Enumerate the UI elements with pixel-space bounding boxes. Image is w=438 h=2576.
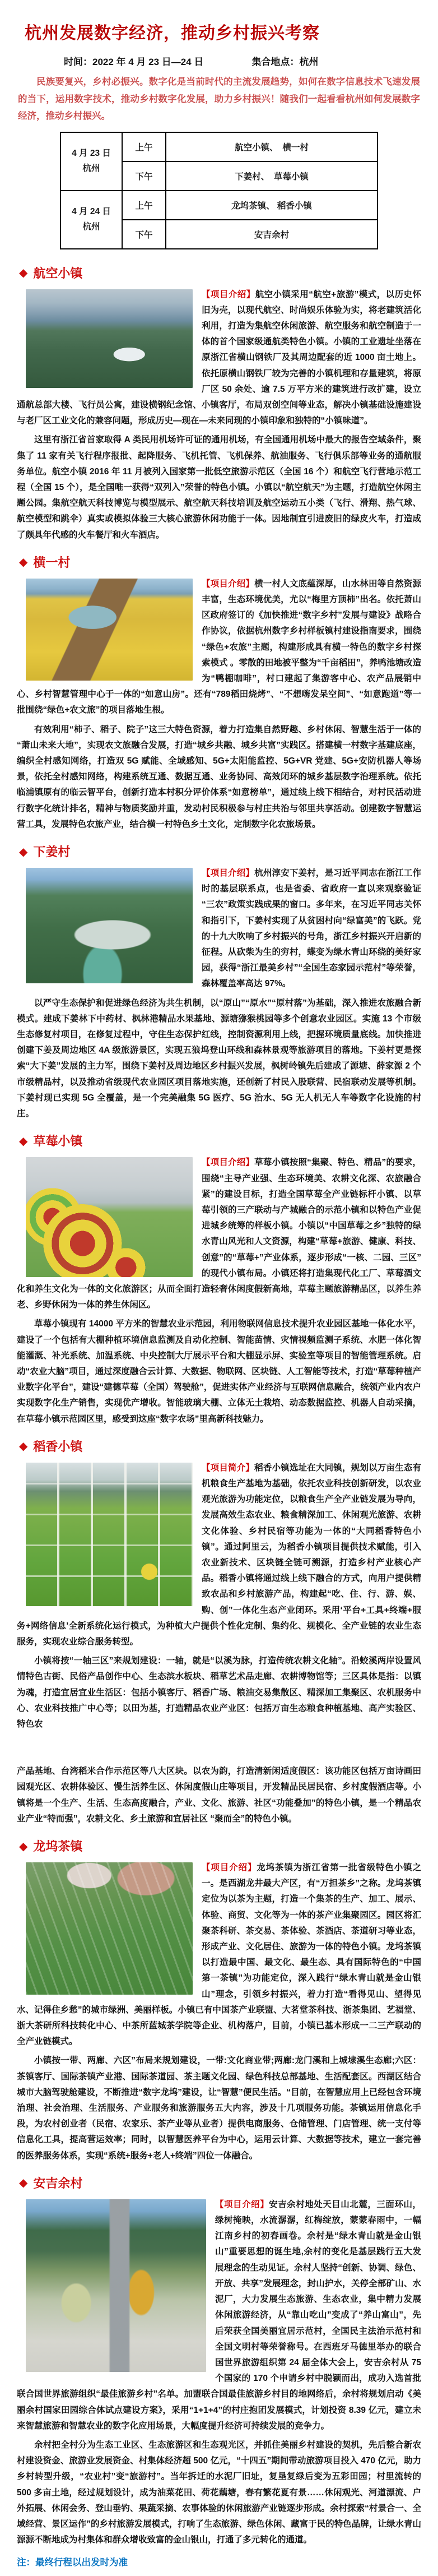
section-hengyi-village [17, 553, 421, 834]
section-body [17, 1460, 421, 1828]
section-heading [19, 2174, 421, 2191]
section-daoxiang-town [17, 1437, 421, 1828]
project-label: 【项目介绍】 [215, 2199, 269, 2209]
section-strawberry-town [17, 1132, 421, 1428]
section-title: 草莓小镇 [33, 1134, 83, 1149]
section-title: 龙坞茶镇 [33, 1839, 83, 1854]
schedule-date: 4 月 24 日 [72, 207, 111, 217]
strawberry-town-photo [26, 1157, 193, 1277]
section-body [17, 287, 421, 544]
section-longwu-tea-town [17, 1837, 421, 2165]
section-title: 稻香小镇 [33, 1439, 83, 1454]
section-title: 航空小镇 [33, 266, 83, 281]
lead-text: 杭州淳安下姜村，是习近平同志在浙江工作时的基层联系点，也是省委、省政府一直以来观察验证“三农”政策实践成果的窗口。多年来，在习近平同志关怀和指引下，下姜村实现了从贫困村向“绿富美”的飞跃。党的十九大吹响了乡村振兴的号角，浙江乡村振兴开启新的征程。从砍柴为生的穷村，蝶变为绿水青山环绕的美好家园，获得“浙江最美乡村”“全国生态家园示范村”等荣誉，森林覆盖率高达 97%。 [202, 868, 421, 989]
schedule-period-cell: 上午 [122, 132, 166, 161]
lead-text: 草莓小镇按照“集聚、特色、精品”的要求，围绕“主导产业强、生态环境美、农耕文化深、农旅融合紧”的建设目标，打造全国草莓全产业链标杆小镇、以草莓引领的三产联动与产城融合的示范小镇和以特色产业促进城乡统筹的样板小镇。小镇以“中国草莓之乡”独特的绿水青山风光和人文资源，构建“草莓+旅游、健康、科技、创意”的“草莓+”产业体系，逐步形成“一核、二园、三区”的现代小镇布局。小镇还将打造集现代化工厂、草莓酒文化和养生文化为一体的文化旅游区；从而全面打造轻奢休闲度假新高地，草莓主题旅游精品区，以养生养老、乡野休闲为一体的养生休闲区。 [17, 1158, 421, 1310]
section-title: 下姜村 [33, 845, 71, 860]
schedule-city: 杭州 [82, 163, 100, 173]
body-paragraph: 有效利用“柿子、稻子、院子”这三大特色资源，着力打造集自然野趣、乡村休闲、智慧生活于一体的“萧山未来大地”，实现农文旅融合发展，打造“城乡共融、城乡共富”实践区。搭建横一村数字基建底座，编织全村感知网络，打造双 5G 赋能、全域感知、5G+太阳能监控、5G+VR 党建、5G+安防机器人等场景，依托全村感知网络，构建系统互通、数据互通、业务协同、高效闭环的城乡基层数字治理系统。依托临浦镇原有的临云智平台，创新打造本村积分评价体系“如意榜单”，通过线上线下相结合，对村民活动进行数字化统计排名，精神与物质奖励并重，发动村民积极参与村庄共治与邻里共享活动。创建数字智慧运营工具，发展特色农旅产业，结合横一村特色乡土文化，定制数字化农旅场景。 [17, 724, 421, 829]
table-row [60, 132, 378, 161]
hengyi-village-photo [26, 579, 193, 681]
lead-text: 航空小镇采用“航空+旅游”模式，以历史怀旧为壳，以现代航空、时尚娱乐体验为实，将老建筑活化利用，打造为集航空休闲旅游、航空服务和航空制造于一体的首个国家级通航类特色小镇。小镇的工业遗址坐落在原浙江省横山钢铁厂及其周边配套的近 1000 亩土地上。依托原横山钢铁厂较为完善的小镇机理和存量建筑，将原厂区 50 余处、逾 7.5 万平方米的建筑进行改扩建，设立通航总部大楼、飞行员公寓，建设横钢纪念馆、小镇客厅，布局双创空间等业态，解决小镇基础设施建设与老厂区工业文化的兼容问题，形成历史—现在—未来同现的小镇印象和独特的“小镇味道”。 [17, 289, 421, 426]
section-body [17, 866, 421, 1123]
schedule-day-cell [60, 191, 122, 249]
schedule-period-cell: 下午 [122, 220, 166, 249]
table-row [60, 191, 378, 220]
section-heading [19, 843, 421, 860]
longwu-tea-town-photo [26, 1862, 193, 1995]
schedule-content-cell: 航空小镇、 横一村 [166, 132, 378, 161]
diamond-bullet-icon: ◆ [19, 1134, 28, 1148]
body-paragraph: 这里有浙江省首家取得 A 类民用机场许可证的通用机场，有全国通用机场中最大的报告空域条件，聚集了 11 家有关飞行程序报批、起降服务、飞机托管、飞机保养、航油服务、飞行俱乐部等业务的通航服务单位。航空小镇 2016 年 11 月被列入国家第一批低空旅游示范区（全国 16 个）和航空飞行营地示范工程（全国 15 个），是全国唯一获得“双列入”荣誉的特色小镇。小镇以“航空航天”为主题，打造航空休闲主题公园。集航空航天科技博览与模型展示、航空航天科技培训及航空运动五小类（飞行、滑翔、热气球、航空模型和跳伞）真实或模拟体验三大核心旅游休闲功能于一体。因地制宜引进废旧的绿皮火车，打造成了颇具年代感的火车餐厅和火车酒店。 [17, 435, 421, 540]
daoxiang-town-photo [26, 1463, 193, 1606]
schedule-content-cell: 龙坞茶镇、 稻香小镇 [166, 191, 378, 220]
project-label: 【项目介绍】 [202, 579, 255, 589]
schedule-period-cell: 上午 [122, 191, 166, 220]
project-label: 【项目介绍】 [202, 868, 255, 878]
section-body [17, 576, 421, 834]
diamond-bullet-icon: ◆ [19, 2176, 28, 2190]
section-heading [19, 264, 421, 281]
aviation-town-photo [26, 289, 193, 388]
xiajiang-village-photo [26, 868, 193, 983]
page-title: 杭州发展数字经济，推动乡村振兴考察 [25, 24, 320, 43]
section-title: 安吉余村 [33, 2176, 83, 2191]
body-paragraph: 小镇将按“一轴三区”来规划建设：一轴，就是“以溪为脉，打造传统农耕文化轴”。沿蛟溪两岸设置风情特色古街、民俗产品创作中心、生态滨水板块、稻草艺术品走廊、农耕博物馆等；三区具体是指：以镇为魂，打造宜居宜业生活区：包括小镇客厅、稻香广场、粮油交易集散区、精深加工集聚区、农机服务中心、农业科技推广中心等；以田为基，打造精品农业产业区：包括万亩生态粮食种植基地、高产实验区、特色农 [17, 1656, 421, 1729]
section-xiajiang-village [17, 843, 421, 1123]
section-heading [19, 1132, 421, 1149]
section-anji-yucun [17, 2174, 421, 2549]
diamond-bullet-icon: ◆ [19, 555, 28, 569]
section-aviation-town [17, 264, 421, 544]
meta-line [64, 54, 421, 68]
schedule-date: 4 月 23 日 [72, 149, 111, 159]
schedule-day-cell [60, 132, 122, 191]
project-label: 【项目介绍】 [202, 1158, 255, 1168]
section-body [17, 1860, 421, 2165]
meta-place: 集合地点：杭州 [251, 57, 319, 67]
section-title: 横一村 [33, 555, 71, 570]
body-paragraph: 以严守生态保护和促进绿色经济为共生机制，以“原山”“原水”“原村落”为基础，深入推进农旅融合新模式。建成下姜林下中药材、枫林港精品水果基地、源塘猕猴桃园等多个创意农业园区。实施 13 个市级生态修复村项目，在修复过程中，守住生态保护红线，控制资源利用上线，把握环境质量底线。加快推进创建下姜及周边地区 4A 级旅游景区，实现五狼坞登山环线和森林景观等旅游项目的落地。下姜村更是探索“大下姜”发展的主力军，围绕下姜村及周边地区乡村振兴发展，枫树岭镇先后建成了源塘、薛家源 2 个市级精品村，以及推动省级现代农业园区项目落地实施，还创新了村民入股联营、民宿联动发展等机制。下姜村现已实现 5G 全覆盖，是一个完美融集 5G 医疗、5G 治水、5G 无人机无人车等数字化设施的村庄。 [17, 998, 421, 1119]
section-body [17, 2197, 421, 2549]
schedule-city: 杭州 [82, 221, 100, 232]
lead-text: 龙坞茶镇为浙江省第一批省级特色小镇之一。是西湖龙井最大产区，有“万担茶乡”之称。龙坞茶镇定位为以茶为主题，打造一个集茶的生产、加工、展示、体验、商贸、文化等为一体的茶产业集聚园区。园区将汇聚茶科研、茶交易、茶体验、茶酒店、茶道研习等业态，形成产业、文化居住、旅游为一体的特色小镇。龙坞茶镇以打造最中国、最文化、最生态、具有国际特色的“中国第一茶镇”为功能定位，深入践行“绿水青山就是金山银山”理念，引领乡村振兴，着力打造“看得见山、望得见水、记得住乡愁”的城市绿洲、美丽样板。小镇已有中国茶产业联盟、大茗堂茶科技、浙茶集团、艺福堂、浙大茶研所科技转化中心、中茶所蓝城茶学院等企业、机构落户，目前，小镇已基本形成一二三产联动的全产业链模式。 [17, 1863, 421, 2047]
schedule-content-cell: 安吉余村 [166, 220, 378, 249]
section-heading [19, 1837, 421, 1854]
schedule-table [60, 132, 378, 249]
diamond-bullet-icon: ◆ [19, 1439, 28, 1453]
lead-text: 稻香小镇选址在大同镇，规划以万亩生态有机粮食生产基地为基础，依托农业科技创新研发，以农业观光旅游为功能定位，以粮食生产全产业链发展为导向，发展高效生态农业、粮食精深加工、休闲观光旅游、农耕文化体验、乡村民宿等功能为一体的“大同稻香特色小镇”。通过阿里云，为稻香小镇项目提供技术赋能，引入农业新技术、区块链全链可溯源，打造乡村产业核心产品。稻香小镇将通过线上线下融合的方式，向用户提供精致农品和乡村旅游产品，构建起“吃、住、行、游、娱、购、创”一体化生态产业闭环。采用‘平台+工具+终端+服务+网络信息’全新系统化运行模式，为种植大户提供个性化定制、集约化、规模化、全产业链的农业生态服务，实现农业综合服务转型。 [17, 1463, 421, 1647]
section-body [17, 1155, 421, 1428]
body-paragraph: 草莓小镇现有 14000 平方米的智慧农业示范园，利用物联网信息技术提升农业园区基地一体化水平，建设了一个包括有大棚种植环境信息监测及自动化控制、智能苗情、灾情视频监测子系统、水肥一体化智能灌溉、补光系统、加温系统、中央控制大厅展示平台和大棚显示屏、实验室等项目的智能管理系统。启动“农业大脑”项目，通过深度融合云计算、大数据、物联网、区块链、人工智能等技术，打造“草莓种植产业数字化平台”，建设“建德草莓（全国）驾驶舱”，促进实体产业经济与互联网信息融合，统领产业内农户实现数字化生产销售，实现优产增收。智能玻璃大棚、立体无土栽培、动态数据监控、机器人自动采摘，在草莓小镇示范园区里，感受到这座“数字农场”里高新科技魅力。 [17, 1319, 421, 1424]
body-paragraph: 产品基地、台湾稻米合作示范区等八大区块。以农为韵，打造清新闲适度假区：该功能区包括万亩诗画田园观光区、农耕体验区、慢生活养生区、休闲度假山庄等项目，开发精品民居民宿、乡村度假酒店等。小镇将是一个生产、生活、生态高度融合，产业、文化、旅游、社区“功能叠加”的特色小镇，是一个精品农业产业“特而强”，农耕文化、乡土旅游和宜居社区 “聚而全”的特色小镇。 [17, 1766, 421, 1824]
body-paragraph: 小镇按一带、两廊、六区”布局来规划建设，一带:文化商业带;两廊:龙门溪和上城埭溪生态廊;六区：茶镇客厅、国际茶镇产业港、国际茶道园、茶主题文化园、绿色科技总部基地、生活配套区。西湖区结合城市大脑驾驶舱建设，不断推进“数字龙坞”建设，让“智慧”便民生活。“目前，在智慧应用上已经包含环境治理、社会治理、生活服务、产业服务和旅游服务五大内容，涉及十几项服务功能。茶镇运用信息化手段，为农村创业者（民宿、农家乐、茶产业等从业者）提供电商服务、仓储管理、门店管理、统一支付等信息化工具，提高营运效率；同时，以智慧医养平台为中心，运用云计算、大数据等技术，建立一套完善的医养服务体系，实现“系统+服务+老人+终端”四位一体融合。 [17, 2056, 421, 2161]
schedule-period-cell: 下午 [122, 161, 166, 191]
schedule-content-cell: 下姜村、 草莓小镇 [166, 161, 378, 191]
diamond-bullet-icon: ◆ [19, 844, 28, 858]
meta-time: 时间：2022 年 4 月 23 日—24 日 [64, 57, 204, 67]
project-label: 【项目介绍】 [202, 289, 255, 299]
section-heading [19, 553, 421, 571]
intro-paragraph: 民族要复兴，乡村必振兴。数字化是当前时代的主流发展趋势，如何在数字信息技术飞速发展的当下，运用数字技术，推动乡村数字化发展，助力乡村振兴！随我们一起看看杭州如何发展数字经济，推动乡村振兴。 [18, 77, 420, 122]
diamond-bullet-icon: ◆ [19, 1839, 28, 1853]
section-heading [19, 1437, 421, 1455]
lead-text: 安吉余村地处天目山北麓，三面环山，绿树掩映，水流潺潺，红梅绽放，蒙蒙春雨中，一幅江南乡村的初春画卷。余村是“绿水青山就是金山银山”重要思想的诞生地,余村的变化是基层践行五大发展理念的生动见证。余村人坚持“创新、协调、绿色、开放、共享”发展理念，封山护水，关停全部矿山、水泥厂，大力发展生态旅游、生态农业，集中精力发展休闲旅游经济，从“靠山吃山”变成了“养山富山”，先后荣获全国美丽宜居示范村，全国民主法治示范村和全国文明村等荣誉称号。在西班牙马德里举办的联合国世界旅游组织第 24 届全体大会上，安吉余村从 75 个国家的 170 个申请乡村中脱颖而出，成功入选首批联合国世界旅游组织“最佳旅游乡村”名单。加盟联合国最佳旅游乡村目的地网络后，余村将规划启动《美丽余村国家田园综合体试点建设方案》，采用“1+1+4”的村庄抱团发展模式，计划投资 8.39 亿元，建立未来智慧旅游和智慧农业的数字化应用场景，大幅度提升经济可持续发展的竞争力。 [17, 2199, 421, 2431]
anji-yucun-photo [26, 2199, 206, 2372]
footer-note: 注：最终行程以出发时为准 [17, 2557, 128, 2568]
lead-text: 横一村人文底蕴深厚，山水林田等自然资源丰富，生态环境优美，尤以“梅里方顶柿”出名。依托萧山区政府签订的《加快推进“数字乡村”发展与建设》战略合作协议，依据杭州数字乡村样板镇村建设指南要求，围绕“绿色+农旅”主题，构建形成具有横一特色的数字乡村探索模式 。零散的田地被平整为“千亩稻田”，养鸭池塘改造为“鸭棚咖啡”，村口建起了集游客中心、农产品展销中心、乡村智慧管理中心于一体的“如意山房”。还有“789稻田烧烤”、“不想嗨发呆空间”、“如意跑道”等一批围绕“绿色+农文旅”的项目落地生根。 [17, 579, 421, 715]
project-label: 【项目介绍】 [202, 1863, 257, 1873]
project-label: 【项目简介】 [202, 1463, 255, 1473]
diamond-bullet-icon: ◆ [19, 266, 28, 280]
body-paragraph: 余村把全村分为生态工业区、生态旅游区和生态观光区，并抓住美丽乡村建设的契机，先后整合新农村建设资金、旅游业发展资金、村集体经济超 500 亿元，“十四五”期间带动旅游项目投入 470 亿元，助力乡村转型升级，“农业村”变“旅游村”。当年拆迁的水泥厂旧址，复垦复绿后变为五彩田园；村里流转的 500 多亩土地，经过规划设计，成为油菜花田、荷花藕塘，春有繁花夏有景……休闲观光、河道漂流、户外拓展、休闲会务、登山垂钓、果蔬采摘、农事体验的休闲旅游产业链逐步形成。余村探索“村景合一、全域经营、景区运作”的乡村旅游发展模式，打响了生态旅游、绿色休闲、藏富于民的特色品牌，让绿水青山源源不断地成为村集体和群众增收致富的金山银山，打通了多元转化的通道。 [17, 2440, 421, 2545]
